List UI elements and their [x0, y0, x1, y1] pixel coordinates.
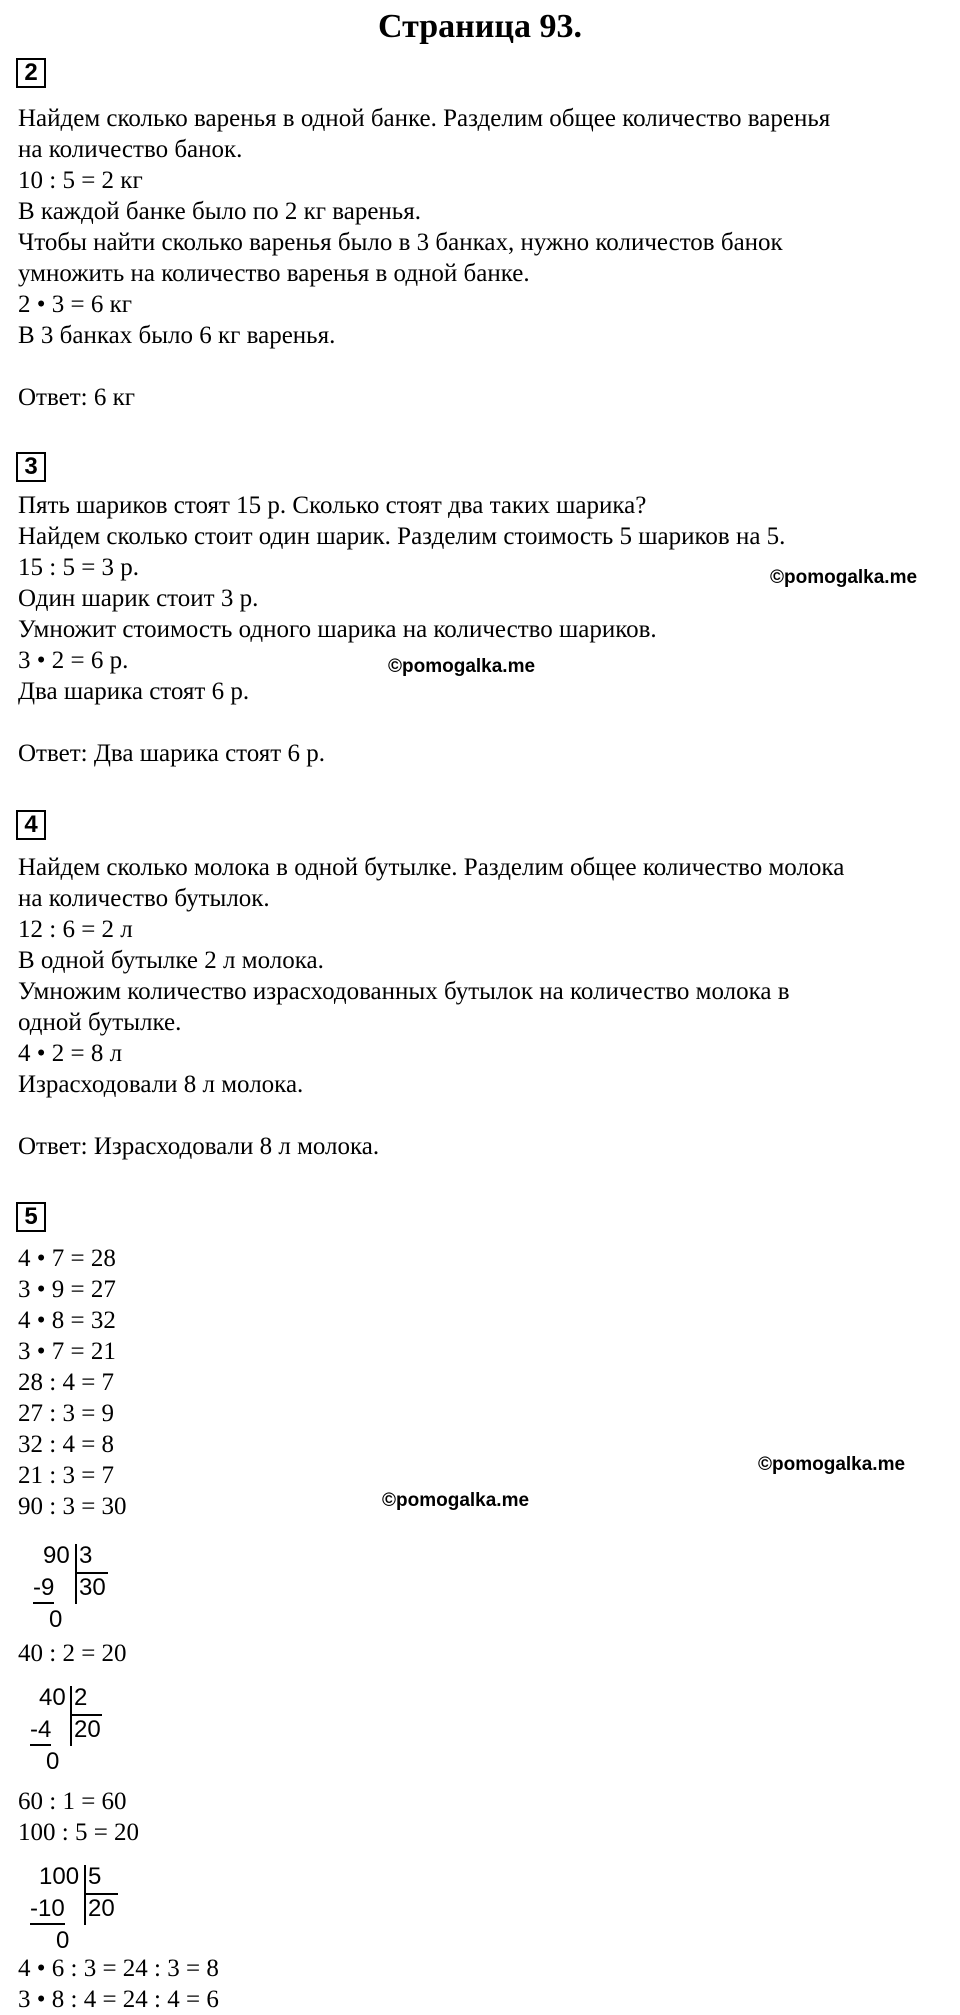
text-line: Чтобы найти сколько варенья было в 3 банках, нужно количестов банок	[18, 229, 783, 256]
watermark: ©pomogalka.me	[770, 567, 918, 588]
equation: 28 : 4 = 7	[18, 1369, 115, 1396]
watermark: ©pomogalka.me	[382, 1490, 530, 1511]
equation: 12 : 6 = 2 л	[18, 916, 133, 943]
equation: 90 : 3 = 30	[18, 1493, 127, 1520]
equation: 40 : 2 = 20	[18, 1640, 127, 1667]
division-dividend: 90	[43, 1542, 70, 1569]
text-line: одной бутылке.	[18, 1009, 182, 1036]
equation: 21 : 3 = 7	[18, 1462, 115, 1489]
text-line: Найдем сколько варенья в одной банке. Разделим общее количество варенья	[18, 105, 831, 132]
text-line: Один шарик стоит 3 р.	[18, 585, 259, 612]
equation: 3 • 7 = 21	[18, 1338, 116, 1365]
division-quotient: 30	[79, 1574, 106, 1601]
division-subtrahend: -10	[30, 1895, 65, 1923]
equation: 32 : 4 = 8	[18, 1431, 115, 1458]
text-line: на количество банок.	[18, 136, 243, 163]
page-title: Страница 93.	[378, 8, 582, 45]
equation: 100 : 5 = 20	[18, 1819, 140, 1846]
division-subtrahend: -9	[33, 1574, 54, 1602]
division-remainder: 0	[49, 1606, 63, 1633]
equation: 10 : 5 = 2 кг	[18, 167, 143, 194]
division-dividend: 40	[39, 1684, 66, 1711]
equation: 3 • 9 = 27	[18, 1276, 116, 1303]
text-line: В 3 банках было 6 кг варенья.	[18, 322, 336, 349]
division-divisor: 3	[79, 1542, 93, 1569]
division-dividend: 100	[39, 1863, 80, 1890]
equation: 3 • 2 = 6 р.	[18, 647, 129, 674]
task-number-badge: 2	[16, 58, 46, 88]
division-subtrahend: -4	[30, 1716, 51, 1744]
watermark: ©pomogalka.me	[388, 656, 536, 677]
answer: Ответ: 6 кг	[18, 384, 136, 411]
division-bar	[75, 1544, 77, 1604]
equation: 4 • 7 = 28	[18, 1245, 116, 1272]
division-remainder: 0	[56, 1927, 70, 1954]
text-line: Умножим количество израсходованных бутылок на количество молока в	[18, 978, 790, 1005]
division-divisor: 2	[74, 1684, 88, 1711]
text-line: Найдем сколько молока в одной бутылке. Разделим общее количество молока	[18, 854, 845, 881]
division-divisor: 5	[88, 1863, 102, 1890]
equation: 15 : 5 = 3 р.	[18, 554, 140, 581]
answer: Ответ: Израсходовали 8 л молока.	[18, 1133, 380, 1160]
division-quotient: 20	[74, 1716, 101, 1743]
task-number-badge: 3	[16, 452, 46, 482]
text-line: В каждой банке было по 2 кг варенья.	[18, 198, 421, 225]
equation: 60 : 1 = 60	[18, 1788, 127, 1815]
division-bar	[70, 1686, 72, 1746]
text-line: В одной бутылке 2 л молока.	[18, 947, 324, 974]
text-line: на количество бутылок.	[18, 885, 270, 912]
equation: 4 • 6 : 3 = 24 : 3 = 8	[18, 1955, 219, 1982]
task-number-badge: 5	[16, 1202, 46, 1232]
text-line: Найдем сколько стоит один шарик. Разделим стоимость 5 шариков на 5.	[18, 523, 786, 550]
division-bar	[84, 1865, 86, 1925]
division-remainder: 0	[46, 1748, 60, 1775]
equation: 4 • 2 = 8 л	[18, 1040, 123, 1067]
text-line: Умножит стоимость одного шарика на количество шариков.	[18, 616, 657, 643]
text-line: Пять шариков стоят 15 р. Сколько стоят два таких шарика?	[18, 492, 647, 519]
division-quotient: 20	[88, 1895, 115, 1922]
text-line: Израсходовали 8 л молока.	[18, 1071, 304, 1098]
equation: 27 : 3 = 9	[18, 1400, 115, 1427]
watermark: ©pomogalka.me	[758, 1454, 906, 1475]
task-number-badge: 4	[16, 810, 46, 840]
answer: Ответ: Два шарика стоят 6 р.	[18, 740, 325, 767]
text-line: умножить на количество варенья в одной банке.	[18, 260, 530, 287]
text-line: Два шарика стоят 6 р.	[18, 678, 250, 705]
equation: 2 • 3 = 6 кг	[18, 291, 133, 318]
equation: 3 • 8 : 4 = 24 : 4 = 6	[18, 1986, 219, 2013]
equation: 4 • 8 = 32	[18, 1307, 116, 1334]
